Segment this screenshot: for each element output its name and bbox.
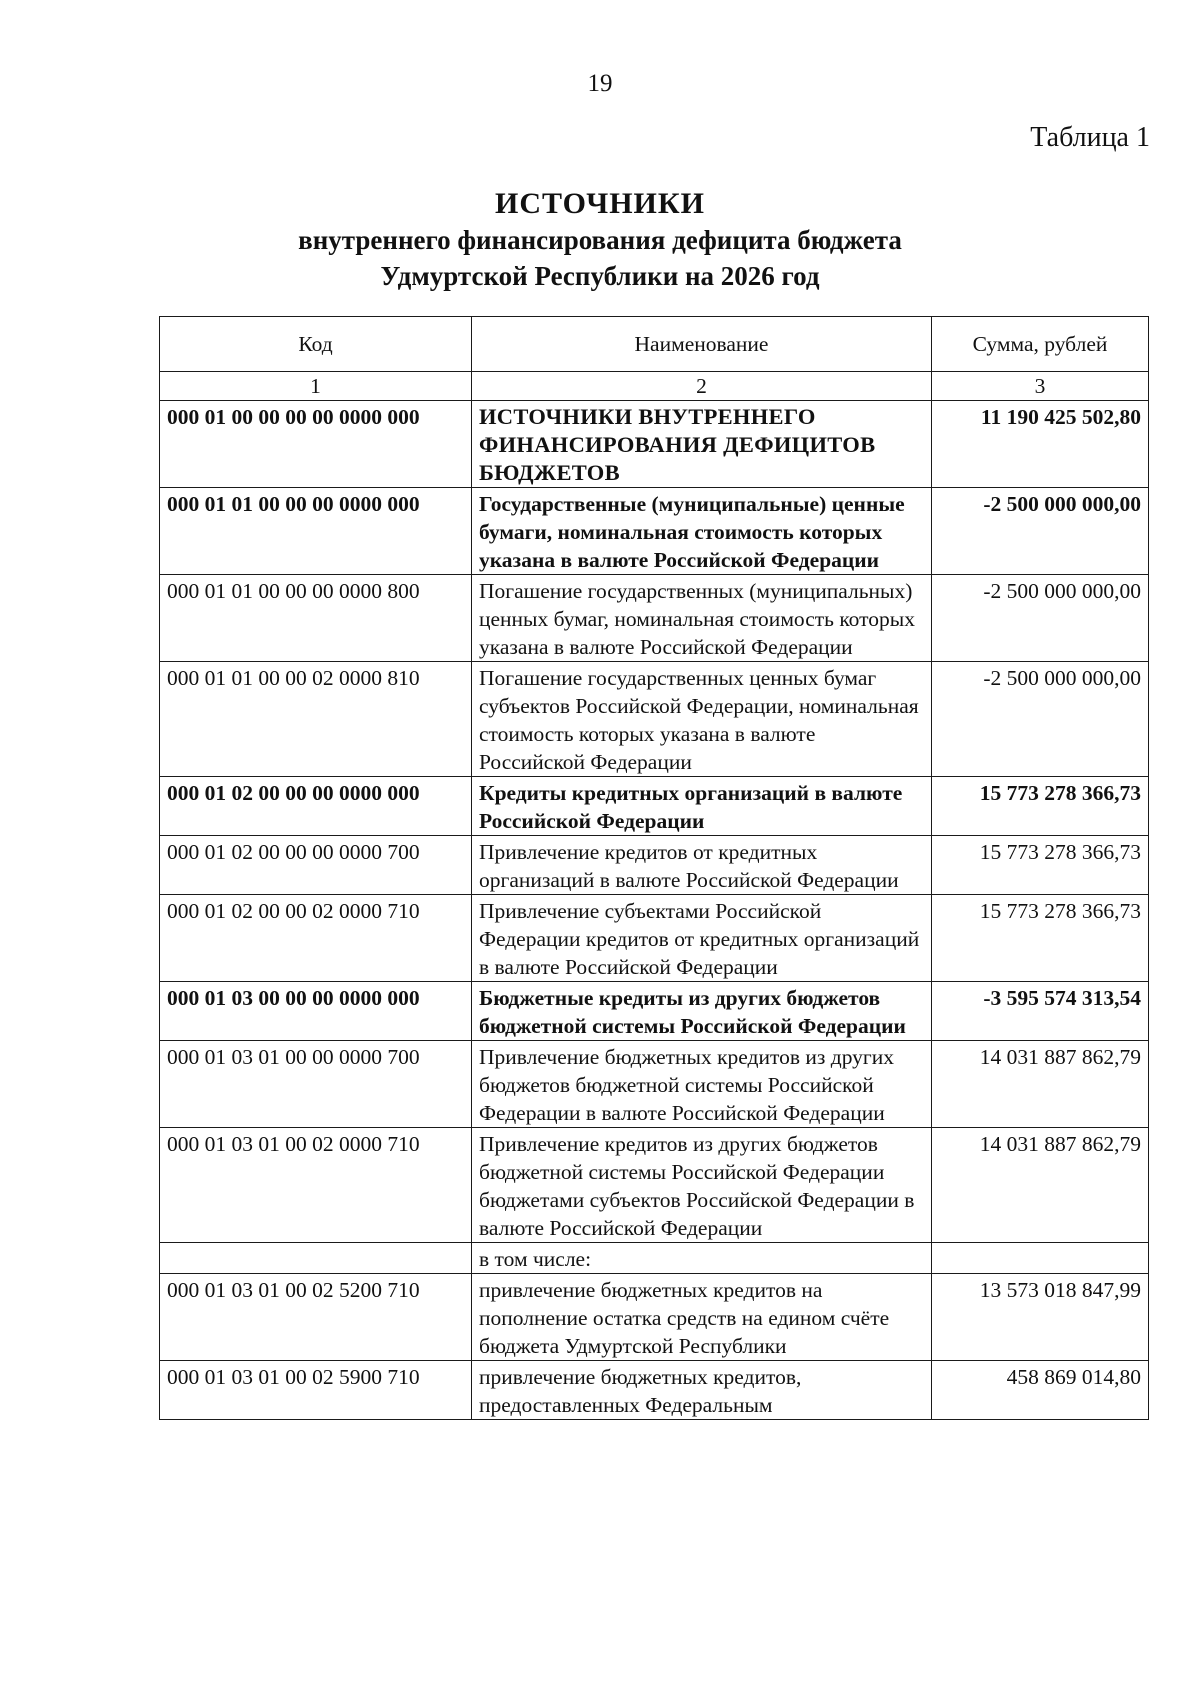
- table-row: [160, 1361, 1149, 1420]
- row-name: Погашение государственных (муниципальных) ценных бумаг, номинальная стоимость которых указана в валюте Российской Федерации: [472, 575, 932, 662]
- column-number-2: 2: [472, 372, 932, 401]
- row-code: 000 01 03 01 00 00 0000 700: [160, 1041, 472, 1128]
- table-row: [160, 1243, 1149, 1274]
- row-code: 000 01 03 00 00 00 0000 000: [160, 982, 472, 1041]
- row-name: ИСТОЧНИКИ ВНУТРЕННЕГО ФИНАНСИРОВАНИЯ ДЕФИЦИТОВ БЮДЖЕТОВ: [472, 401, 932, 488]
- row-sum: 13 573 018 847,99: [932, 1274, 1149, 1361]
- table-row: [160, 895, 1149, 982]
- page-number: 19: [587, 70, 613, 97]
- column-number-1: 1: [160, 372, 472, 401]
- row-code: [160, 1243, 472, 1274]
- row-sum: 14 031 887 862,79: [932, 1041, 1149, 1128]
- table-row: [160, 777, 1149, 836]
- row-name: Погашение государственных ценных бумаг субъектов Российской Федерации, номинальная стоимость которых указана в валюте Российской Федерации: [472, 662, 932, 777]
- table-header-row: [160, 317, 1149, 372]
- table-row: [160, 575, 1149, 662]
- header-code: Код: [160, 317, 472, 372]
- title-line-2: внутреннего финансирования дефицита бюджета: [298, 225, 902, 255]
- table-row: [160, 836, 1149, 895]
- row-sum: -2 500 000 000,00: [932, 662, 1149, 777]
- header-name: Наименование: [472, 317, 932, 372]
- row-name: привлечение бюджетных кредитов на пополнение остатка средств на едином счёте бюджета Удмуртской Республики: [472, 1274, 932, 1361]
- row-code: 000 01 02 00 00 02 0000 710: [160, 895, 472, 982]
- row-sum: [932, 1243, 1149, 1274]
- row-name: в том числе:: [472, 1243, 932, 1274]
- row-code: 000 01 01 00 00 00 0000 800: [160, 575, 472, 662]
- row-sum: 11 190 425 502,80: [932, 401, 1149, 488]
- row-name: Привлечение субъектами Российской Федерации кредитов от кредитных организаций в валюте Российской Федерации: [472, 895, 932, 982]
- table-row: [160, 1041, 1149, 1128]
- row-sum: 15 773 278 366,73: [932, 777, 1149, 836]
- row-code: 000 01 00 00 00 00 0000 000: [160, 401, 472, 488]
- header-sum: Сумма, рублей: [932, 317, 1149, 372]
- table-row: [160, 662, 1149, 777]
- row-sum: -3 595 574 313,54: [932, 982, 1149, 1041]
- table-row: [160, 1128, 1149, 1243]
- table-row: [160, 401, 1149, 488]
- row-code: 000 01 01 00 00 02 0000 810: [160, 662, 472, 777]
- row-code: 000 01 03 01 00 02 5900 710: [160, 1361, 472, 1420]
- row-name: привлечение бюджетных кредитов, предоставленных Федеральным: [472, 1361, 932, 1420]
- row-code: 000 01 02 00 00 00 0000 000: [160, 777, 472, 836]
- table-row: [160, 1274, 1149, 1361]
- row-sum: 15 773 278 366,73: [932, 836, 1149, 895]
- row-name: Привлечение кредитов из других бюджетов бюджетной системы Российской Федерации бюджетами субъектов Российской Федерации в валюте Российской Федерации: [472, 1128, 932, 1243]
- row-sum: 14 031 887 862,79: [932, 1128, 1149, 1243]
- row-sum: -2 500 000 000,00: [932, 575, 1149, 662]
- column-number-row: [160, 372, 1149, 401]
- row-name: Бюджетные кредиты из других бюджетов бюджетной системы Российской Федерации: [472, 982, 932, 1041]
- table-row: [160, 982, 1149, 1041]
- title-line-3: Удмуртской Республики на 2026 год: [380, 261, 820, 291]
- row-sum: -2 500 000 000,00: [932, 488, 1149, 575]
- column-number-3: 3: [932, 372, 1149, 401]
- title-main: ИСТОЧНИКИ: [495, 187, 705, 220]
- row-name: Привлечение бюджетных кредитов из других бюджетов бюджетной системы Российской Федерации в валюте Российской Федерации: [472, 1041, 932, 1128]
- row-name: Государственные (муниципальные) ценные бумаги, номинальная стоимость которых указана в валюте Российской Федерации: [472, 488, 932, 575]
- row-code: 000 01 02 00 00 00 0000 700: [160, 836, 472, 895]
- row-sum: 458 869 014,80: [932, 1361, 1149, 1420]
- document-title: [0, 186, 1200, 294]
- row-code: 000 01 03 01 00 02 5200 710: [160, 1274, 472, 1361]
- row-sum: 15 773 278 366,73: [932, 895, 1149, 982]
- row-name: Привлечение кредитов от кредитных организаций в валюте Российской Федерации: [472, 836, 932, 895]
- row-name: Кредиты кредитных организаций в валюте Российской Федерации: [472, 777, 932, 836]
- row-code: 000 01 01 00 00 00 0000 000: [160, 488, 472, 575]
- table-label: Таблица 1: [1030, 122, 1150, 153]
- table-row: [160, 488, 1149, 575]
- sources-table: [159, 316, 1149, 1420]
- row-code: 000 01 03 01 00 02 0000 710: [160, 1128, 472, 1243]
